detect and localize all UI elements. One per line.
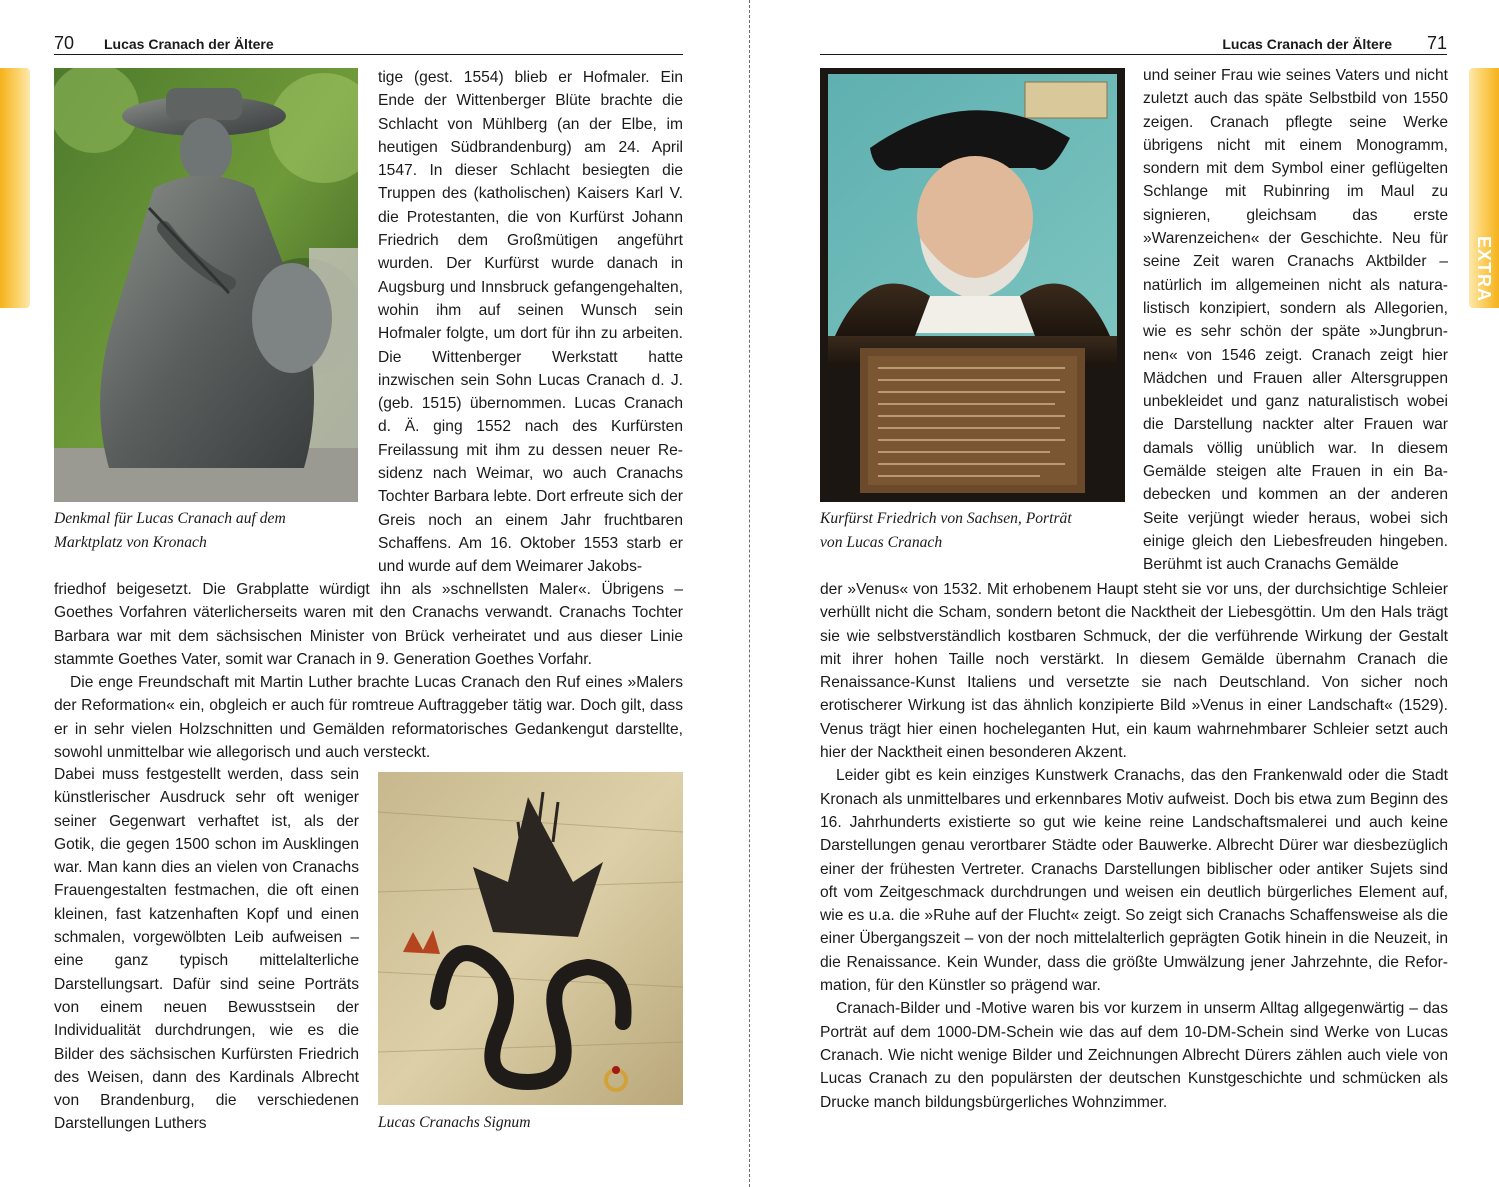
running-head-right	[820, 33, 1447, 55]
serpent-signum-icon	[378, 772, 683, 1105]
statue-photo-icon	[54, 68, 358, 502]
extra-tab-left	[0, 68, 30, 308]
extra-label-right: EXTRA	[1474, 236, 1494, 303]
left-bottom-column-text: Dabei muss festgestellt werden, dass sein künstlerischer Ausdruck sehr oft weniger seiner Gegenwart verhaftet ist, als der Gotik, die gegen 1500 schon im Ausklingen war. Man kann dies an vielen von Cranachs Frauengestalten festmachen, die oft einen kleinen, fast katzenhaften Kopf und einen schmalen, vorgewölbten Leib aufweisen – eine ganz typisch mittelalterliche Darstellungsart. Dafür sind seine Porträts von einem neuen Bewusstsein der Individualität durchdrungen, wie es die Bilder des sächsischen Kurfürsten Friedrich des Weisen, dann des Kardinals Albrecht von Brandenburg, die verschiedenen Darstellungen Luthers	[54, 766, 359, 1133]
page-number-right: 71	[1426, 33, 1447, 53]
right-full-text	[820, 578, 1448, 1114]
right-paragraph-2: Leider gibt es kein einziges Kunstwerk Cranachs, das den Frankenwald oder die Stadt Kronach als unmittelbares und erkennbares Motiv aufweist. Doch bis etwa zum Beginn des 16. Jahrhunderts existierte so gut wie keine reine Landschaftsmalerei und auch keine Darstellungen genau verortbarer Städte oder Bauwerke. Albrecht Dürer war diesbezüglich einer der frühesten Vertreter. Cranachs Darstellungen biblischer oder antiker Sujets sind oft vom Zeitgeschmack durchdrungen und weisen ein deutlich bürgerliches Element auf, wie es u.a. die »Ruhe auf der Flucht« zeigt. So zeigt sich Cranachs Schaffensweise als die einer Übergangszeit – von der noch mittelalterlich geprägten Gotik hinein in die Neuzeit, in die Renaissance. Kein Wunder, dass die größte Umwälzung jener Jahrzehnte, die Reformation, für den Künstler so prägend war.	[820, 767, 1448, 995]
portrait-caption-line2: von Lucas Cranach	[820, 534, 943, 551]
left-paragraph-1: friedhof beigesetzt. Die Grabplatte würdigt ihn als »schnellsten Maler«. Übrigens – Goethes Vorfahren väterlicherseits waren mit den Cranachs verwandt. Cranachs Tochter Barbara war mit dem sächsischen Minister von Brück verheiratet und aus dieser Linie stammte Goethes Vater, somit war Cranach in 9. Generation Goethes Vorfahr.	[54, 581, 683, 668]
statue-photo	[54, 68, 358, 502]
left-column-text: tige (gest. 1554) blieb er Hofmaler. Ein Ende der Wittenberger Blüte brachte die Schlacht von Mühlberg (an der Elbe, im heutigen Südbrandenburg) am 24. April 1547. In dieser Schlacht besiegten die Truppen des (katholischen) Kaisers Karl V. die Protestanten, die von Kurfürst Johann Friedrich dem Großmütigen angeführt wurden. Der Kurfürst wurde danach in Augsburg und Innsbruck gefangengehalten, wohin ihm auf seinen Wunsch sein Hofmaler folgte, um dort für ihn zu arbeiten. Die Wittenberger Werkstatt hatte inzwischen sein Sohn Lucas Cranach d. J. (geb. 1515) übernommen. Lucas Cranach d. Ä. ging 1552 nach des Kurfürsten Freilassung mit ihm zu dessen neuer Residenz nach Weimar, wo auch Cranachs Tochter Barbara lebte. Dort erfreute sich der Greis noch an einem Jahr fruchtbaren Schaffens. Am 16. Oktober 1553 starb er und wurde auf dem Weimarer Jakobs-	[378, 69, 683, 576]
left-full-text	[54, 578, 683, 764]
portrait-painting	[820, 68, 1125, 502]
statue-caption-line2: Marktplatz von Kronach	[54, 534, 207, 551]
running-title-right: Lucas Cranach der Ältere	[1222, 36, 1392, 52]
running-head-left	[54, 33, 683, 55]
signum-photo	[378, 772, 683, 1105]
statue-caption-line1: Denkmal für Lucas Cranach auf dem	[54, 510, 286, 527]
right-paragraph-3: Cranach-Bilder und -Motive waren bis vor kurzem in unserm Alltag allgegenwärtig – das Porträt auf dem 1000-DM-Schein wie das auf dem 10-DM-Schein sind Werke von Lucas Cranach. Wie nicht wenige Bilder und Zeichnungen Albrecht Dürers zählen auch viele von Lucas Cranach zu den populärsten der deutschen Kunstgeschichte und schmücken als Drucke manch bildungsbürgerliches Wohnzimmer.	[820, 1000, 1448, 1111]
left-paragraph-2: Die enge Freundschaft mit Martin Luther brachte Lucas Cranach den Ruf eines »Malers der Reformation« ein, obgleich er auch für romtreue Auftraggeber tätig war. Doch gilt, dass er in sehr vielen Holzschnitten und Gemälden reformatorisches Gedankengut darstellte, sowohl unmittelbar wie allegorisch und auch versteckt.	[54, 674, 683, 762]
portrait-caption	[820, 507, 1120, 555]
left-page	[0, 0, 748, 1187]
portrait-caption-line1: Kurfürst Friedrich von Sachsen, Porträt	[820, 510, 1072, 527]
page-number-left: 70	[54, 33, 75, 53]
statue-caption	[54, 507, 354, 555]
page-spine	[749, 0, 750, 1187]
right-page	[752, 0, 1499, 1187]
running-title-left: Lucas Cranach der Ältere	[104, 36, 274, 52]
portrait-painting-icon	[820, 68, 1125, 502]
signum-caption: Lucas Cranachs Signum	[378, 1114, 531, 1131]
right-column-text: und seiner Frau wie seines Vaters und nicht zuletzt auch das späte Selbstbild von 1550 zeigen. Cranach pflegte seine Werke übrigens nicht mit einem Monogramm, sondern mit dem Symbol einer geflügelten Schlange mit Rubinring im Maul zu signieren, gleichsam das erste »Warenzeichen« der Geschichte. Neu für seine Zeit waren Cranachs Aktbilder – natürlich im allgemeinen nicht als naturalistisch konzipiert, sondern als Allegorien, wie es sehr schön der späte »Jungbrunnen« von 1546 zeigt. Cranach zeigt hier Mädchen und Frauen aller Altersgruppen unbekleidet und ganz naturalistisch wobei die Darstellung nackter alter Frauen war damals völlig unüblich war. In diesem Gemälde steigen alte Frauen in ein Badebecken und kommen an der anderen Seite verjüngt wieder heraus, wobei sich einige gleich den Liebesfreuden hingeben. Berühmt ist auch Cranachs Gemälde	[1143, 67, 1448, 574]
right-paragraph-1: der »Venus« von 1532. Mit erhobenem Haupt steht sie vor uns, der durchsichtige Schleier verhüllt nicht die Scham, sondern betont die Nacktheit der Liebesgöttin. Um den Hals trägt sie wie selbstverständlich kostbaren Schmuck, der die verführende Wirkung der Gestalt mit ihrer hohen Taille noch verstärkt. In diesem Gemälde übernahm Cranach die Renaissance-Kunst Italiens und versetzte sie nach Deutschland. Von sicher noch erotischerer Wirkung ist das ähnlich konzipierte Bild »Venus in einer Landschaft« (1529). Venus trägt hier einen hocheleganten Hut, ein kaum wahrnehmbarer Schleier setzt auch hier der Nacktheit einen besonderen Akzent.	[820, 581, 1448, 762]
extra-tab-right	[1469, 68, 1499, 308]
